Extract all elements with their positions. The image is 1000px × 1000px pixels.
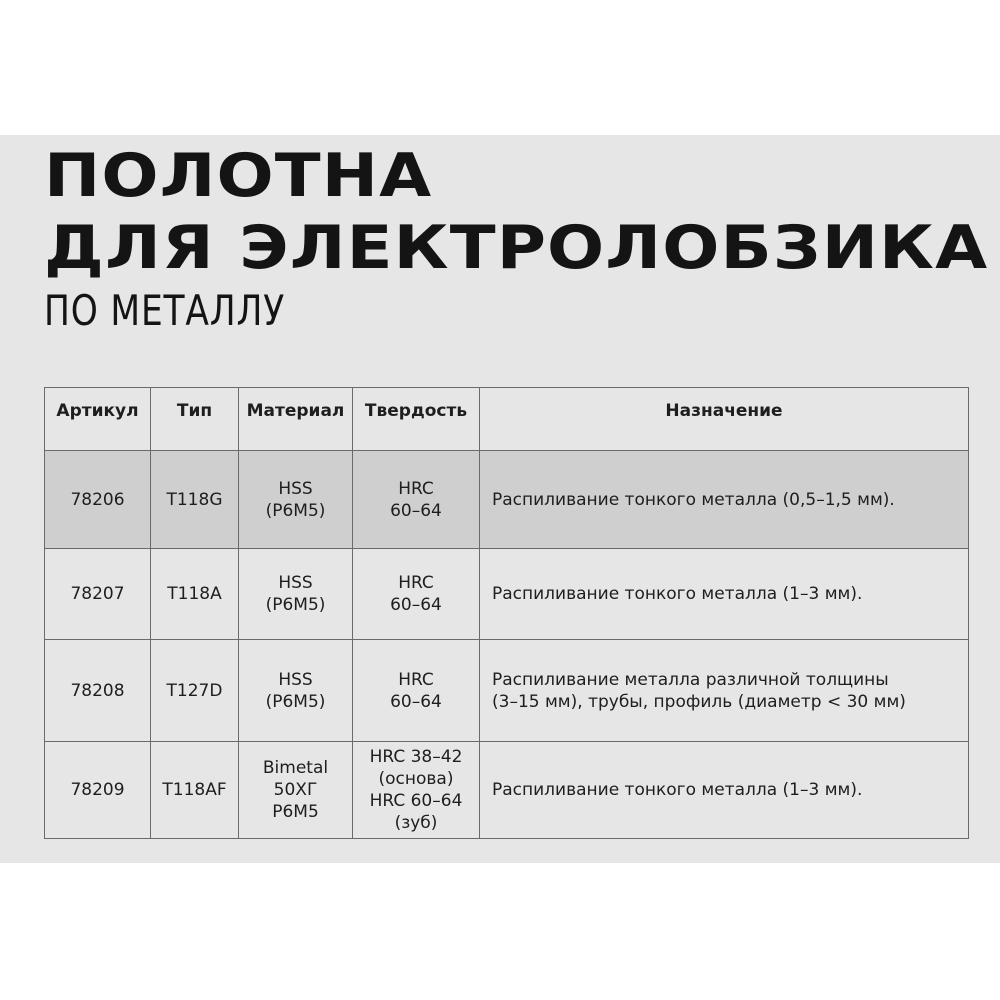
cell-hardness <box>353 451 480 549</box>
cell-type: T118A <box>151 549 239 640</box>
cell-article: 78209 <box>45 742 151 839</box>
cell-purpose <box>480 640 969 742</box>
cell-article: 78208 <box>45 640 151 742</box>
hardness-line: HRC <box>398 478 434 499</box>
material-line: (P6M5) <box>265 691 326 712</box>
cell-hardness <box>353 549 480 640</box>
material-line: P6M5 <box>272 802 319 822</box>
hardness-line: HRC <box>398 669 434 690</box>
material-line: Bimetal <box>262 758 329 778</box>
hardness-line: HRC 60–64 <box>369 791 463 811</box>
cell-article: 78206 <box>45 451 151 549</box>
cell-type: T127D <box>151 640 239 742</box>
purpose-line: (3–15 мм), трубы, профиль (диаметр < 30 мм) <box>492 691 906 712</box>
cell-hardness <box>353 640 480 742</box>
cell-type: T118G <box>151 451 239 549</box>
table-row <box>45 451 969 549</box>
table-row <box>45 640 969 742</box>
hardness-line: 60–64 <box>390 595 442 615</box>
purpose-line: Распиливание тонкого металла (0,5–1,5 мм). <box>492 489 895 510</box>
material-line: HSS <box>278 573 313 593</box>
material-line: 50ХГ <box>273 780 318 800</box>
cell-material <box>239 451 353 549</box>
header-hardness: Твердость <box>353 388 480 451</box>
title-line-2: ДЛЯ ЭЛЕКТРОЛОБЗИКА <box>44 213 989 283</box>
hardness-line: (основа) <box>378 769 454 789</box>
purpose-line: Распиливание тонкого металла (1–3 мм). <box>492 584 863 604</box>
purpose-line: Распиливание тонкого металла (1–3 мм). <box>492 780 863 800</box>
material-line: HSS <box>278 669 313 690</box>
header-purpose: Назначение <box>480 388 969 451</box>
header-type: Тип <box>151 388 239 451</box>
hardness-line: 60–64 <box>390 691 442 712</box>
cell-article: 78207 <box>45 549 151 640</box>
cell-material <box>239 640 353 742</box>
table-header-row <box>45 388 969 451</box>
spec-table <box>44 387 969 839</box>
hardness-line: 60–64 <box>390 500 442 521</box>
cell-material <box>239 742 353 839</box>
cell-purpose <box>480 742 969 839</box>
header-material: Материал <box>239 388 353 451</box>
cell-purpose <box>480 549 969 640</box>
header-article: Артикул <box>45 388 151 451</box>
title-block <box>44 140 989 336</box>
material-line: (P6M5) <box>265 595 326 615</box>
product-card <box>0 135 1000 863</box>
subtitle: ПО МЕТАЛЛУ <box>44 286 286 335</box>
purpose-line: Распиливание металла различной толщины <box>492 669 889 690</box>
cell-type: T118AF <box>151 742 239 839</box>
title-line-1: ПОЛОТНА <box>44 141 433 211</box>
table-row <box>45 742 969 839</box>
hardness-line: HRC 38–42 <box>369 747 463 767</box>
table-row <box>45 549 969 640</box>
material-line: HSS <box>278 478 313 499</box>
hardness-line: HRC <box>398 573 434 593</box>
hardness-line: (зуб) <box>394 813 438 833</box>
material-line: (P6M5) <box>265 500 326 521</box>
cell-hardness <box>353 742 480 839</box>
cell-material <box>239 549 353 640</box>
cell-purpose <box>480 451 969 549</box>
